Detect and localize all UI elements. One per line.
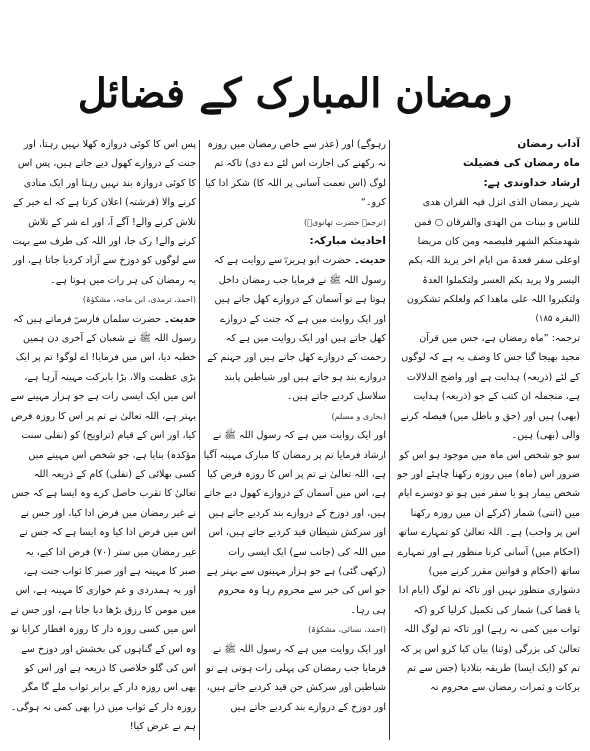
subheading: ارشاد خداوندی ہے: xyxy=(483,176,580,189)
source-citation: (احمد، نسائی، مشکوٰۃ) xyxy=(308,625,386,635)
column-divider xyxy=(199,140,200,740)
section-heading: احادیث مبارکہ: xyxy=(309,235,386,248)
translation-paragraph: سو جو شخص اس ماہ میں موجود ہو اس کو ضرور اس (ماہ) میں روزہ رکھنا چاہئے اور جو شخص بیمار ہو یا سفر میں ہو تو دوسرے ایام میں (اتنی) شمار (کرکے ان میں روزہ رکھنا اس پر واجب) ہے۔ اللہ تعالیٰ کو تمہارے ساتھ (احکام میں) آسانی کرنا منظور ہے اور تمہارے ساتھ (احکام و قوانین مقرر کرنے میں) دشواری منظور نہیں اور تاکہ تم لوگ (ایام ادا یا قضا کی) شمار کی تکمیل کرلیا کرو (کہ ثواب میں کمی نہ رہے) اور تاکہ تم لوگ اللہ تعالیٰ کی بزرگی (وثنا) بیان کیا کرو اس پر کہ تم کو (ایک ایسا) طریقہ بتلادیا (جس سے تم برکات و ثمرات رمضان سے محروم نہ xyxy=(397,449,580,694)
source-citation: (بخاری و مسلم) xyxy=(331,411,386,421)
section-heading: آداب رمضان xyxy=(517,138,580,150)
body-paragraph: حضرت سلمان فارسیؓ فرماتے ہیں کہ رسول اللہ ﷺ نے شعبان کے آخری دن ہمیں خطبہ دیا، اس میں فرمایا! اے لوگو! تم پر ایک بڑی عظمت والا، بڑا بابرکت مہینہ آرہا ہے، اس میں ایک ایسی رات ہے جو ہزار مہینے سے بہتر ہے، اللہ تعالیٰ نے تم پر اس کا روزہ فرض کیا، اور اس کے قیام (تراویح) کو (نفلی سنت مؤکدہ) بنایا ہے، جو شخص اس مہینے میں کسی بھلائی کے (نفلی) کام کے ذریعہ اللہ تعالیٰ کا تقرب حاصل کرے وہ ایسا ہے کہ جس نے غیر رمضان میں فرض ادا کیا، اور جس نے اس میں فرض ادا کیا وہ ایسا ہے کہ جس نے غیر رمضان میں ستر (۷۰) فرض ادا کیے، یہ صبر کا مہینہ ہے اور صبر کا ثواب جنت ہے، اور یہ ہمدردی و غم خواری کا مہینہ ہے، اس میں مومن کا رزق بڑھا دیا جاتا ہے، اور جس نے اس میں کسی روزہ دار کا روزہ افطار کرایا تو وہ اس کے گناہوں کی بخشش اور دوزخ سے اس کی گلو خلاصی کا ذریعہ ہے اور اس کو بھی اس روزہ دار کے برابر ثواب ملے گا مگر روزہ دار کے ثواب میں ذرا بھی کمی نہ ہوگی۔ ہم نے عرض کیا! xyxy=(10,313,196,733)
column-divider xyxy=(389,140,390,740)
verse-reference: (البقرہ ۱۸۵) xyxy=(535,313,580,324)
translation-paragraph: ترجمہ: ”ماہ رمضان ہے، جس میں قرآن مجید بھیجا گیا جس کا وصف یہ ہے کہ لوگوں کے لئے (ذریعہ) ہدایت ہے اور واضح الدلالات ہے، منجملہ ان کتب کے جو (ذریعہ) ہدایت (بھی) ہیں اور (حق و باطل میں) فیصلہ کرنے والی (بھی) ہیں۔ xyxy=(400,333,580,442)
hadith-label: حدیث۔ xyxy=(354,255,386,267)
body-paragraph: اور ایک روایت میں ہے کہ رسول اللہ ﷺ نے ارشاد فرمایا تم پر رمضان کا مبارک مہینہ آگیا ہے، اللہ تعالیٰ نے تم پر اس کا روزہ فرض کیا ہے، اس میں آسمان کے دروازے کھول دیے جاتے ہیں، اور دوزخ کے دروازے بند کردیے جاتے ہیں اور سرکش شیطان قید کردیے جاتے ہیں، اس میں اللہ کی (جانب سے) ایک ایسی رات (رکھی گئی) ہے جو ہزار مہینوں سے بہتر ہے جو اس کی خیر سے محروم رہا وہ محروم ہی رہا۔ xyxy=(203,430,386,616)
section-heading: ماہ رمضان کی فضیلت xyxy=(463,157,580,170)
quran-verse: شہر رمضان الذی انزل فیہ القران ھدی للناس و بینات من الھدی والفرقان ○ فمن شھدمنکم الشھر فلیصمہ ومن کان مریضا اوعلی سفر فعدۃ من ایام اخر یرید اللہ بکم الیسر ولا یرید بکم العسر ولتکملوا العدۃ ولتکبروا اللہ علی ماھدا کم ولعلکم تشکرون xyxy=(406,197,580,306)
source-citation: (ترجمہ حضرت تھانویؒ) xyxy=(304,217,386,227)
body-paragraph: پس اس کا کوئی دروازہ کھلا نہیں رہتا، اور جنت کے دروازے کھول دیے جاتے ہیں، پس اس کا کوئی دروازہ بند نہیں رہتا اور ایک منادی کرنے والا (فرشتہ) اعلان کرتا ہے کہ اے خیر کے تلاش کرنے والے! آگے آ، اور اے شر کے تلاش کرنے والے! رک جا، اور اللہ کی طرف سے بہت سے لوگوں کو دوزخ سے آزاد کردیا جاتا ہے، اور یہ رمضان کی ہر رات میں ہوتا ہے۔ xyxy=(12,139,196,286)
body-paragraph: رہوگے) اور (عذر سے خاص رمضان میں روزہ نہ رکھنے کی اجازت اس لئے دے دی) تاکہ تم لوگ (اس نعمت آسانی پر اللہ کا) شکر ادا کیا کرو۔“ xyxy=(205,139,386,209)
source-citation: (احمد، ترمذی، ابن ماجہ، مشکوٰۃ) xyxy=(82,295,196,305)
right-column xyxy=(397,135,580,747)
body-paragraph: حضرت ابو ہریرہؓ سے روایت ہے کہ رسول اللہ ﷺ نے فرمایا جب رمضان داخل ہوتا ہے تو آسمان کے دروازے کھل جاتے ہیں اور ایک روایت میں ہے کہ جنت کے دروازے کھل جاتے ہیں اور ایک روایت میں ہے کہ رحمت کے دروازے کھل جاتے ہیں اور جہنم کے دروازے بند ہو جاتے ہیں اور شیاطین پابند سلاسل کردیے جاتے ہیں۔ xyxy=(207,255,386,403)
page-title: رمضان المبارک کے فضائل xyxy=(77,70,513,117)
middle-column xyxy=(203,135,386,747)
left-column xyxy=(10,135,196,747)
body-paragraph: اور ایک روایت میں ہے کہ رسول اللہ ﷺ نے فرمایا جب رمضان کی پہلی رات ہوتی ہے تو شیاطین اور سرکش جن قید کردیے جاتے ہیں، اور دوزخ کے دروازے بند کردیے جاتے ہیں xyxy=(206,643,386,713)
hadith-label: حدیث۔ xyxy=(164,313,196,325)
